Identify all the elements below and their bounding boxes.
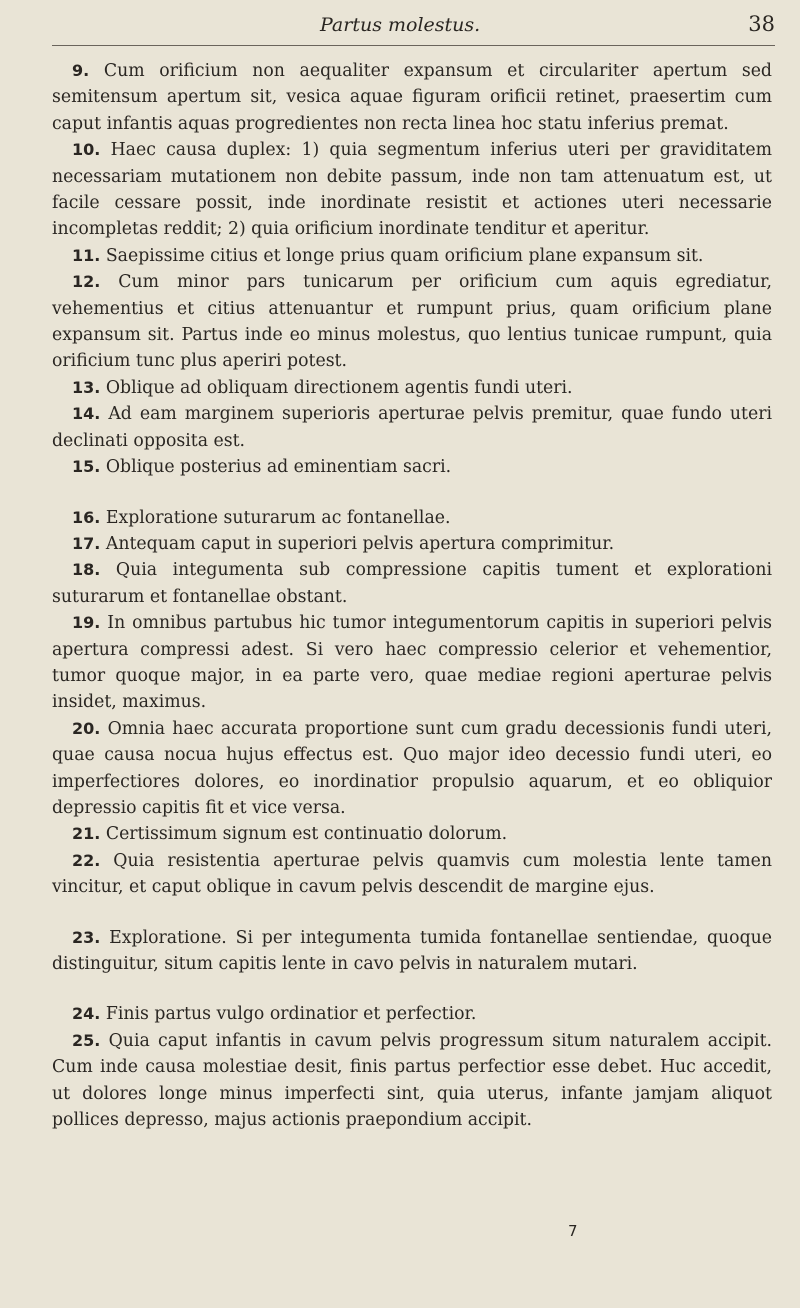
paragraph-20: 20. Omnia haec accurata proportione sunt cum gradu decessionis fundi uteri, quae causa nocua hujus effectus est. Quo major ideo decessio fundi uteri, eo imperfectiores dolores, eo inordinatior propulsio aquarum, et eo obliquior depressio capitis fit et vice versa. (52, 718, 772, 818)
paragraph-24: 24. Finis partus vulgo ordinatior et perfectior. (72, 1004, 477, 1025)
paragraph-14: 14. Ad eam marginem superioris aperturae pelvis premitur, quae fundo uteri declinati opposita est. (52, 404, 772, 451)
paragraph-16: 16. Exploratione suturarum ac fontanellae. (72, 507, 451, 528)
paragraph-21: 21. Certissimum signum est continuatio dolorum. (72, 824, 508, 845)
footer-signature-number: 7 (568, 1222, 578, 1240)
paragraph-19: 19. In omnibus partubus hic tumor integumentorum capitis in superiori pelvis apertura compressi adest. Si vero haec compressio celerior et vehementior, tumor quoque major, in ea parte vero, quae mediae regioni aperturae pelvis insidet, maximus. (52, 613, 773, 713)
page-header (0, 6, 800, 46)
paragraph-15: 15. Oblique posterius ad eminentiam sacri. (72, 457, 452, 478)
paragraph-23: 23. Exploratione. Si per integumenta tumida fontanellae sentiendae, quoque distinguitur, situm capitis lente in cavo pelvis in naturalem mutari. (52, 927, 772, 974)
paragraph-11: 11. Saepissime citius et longe prius quam orificium plane expansum sit. (72, 245, 704, 266)
paragraph-10: 10. Haec causa duplex: 1) quia segmentum inferius uteri per graviditatem necessariam mutationem non debite passum, inde non tam attenuatum est, ut facile cessare possit, inde inordinate resistit et actiones uteri necessarie incompletas reddit; 2) quia orificium inordinate tenditur et aperitur. (52, 140, 773, 240)
paragraph-12: 12. Cum minor pars tunicarum per orificium cum aquis egrediatur, vehementius et citius attenuantur et rumpunt prius, quam orificium plane expansum sit. Partus inde eo minus molestus, quo lentius tunicae rumpunt, quia orificium tunc plus aperiri potest. (52, 272, 772, 372)
header-rule (52, 45, 775, 46)
text-body (52, 58, 772, 1133)
paragraph-17: 17. Antequam caput in superiori pelvis apertura comprimitur. (72, 533, 615, 554)
paragraph-9: 9. Cum orificium non aequaliter expansum et circulariter apertum sed semitensum apertum sit, vesica aquae figuram orificii retinet, praesertim cum caput infantis aquas progredientes non recta linea hoc statu inferius premat. (52, 61, 772, 134)
running-title: Partus molestus. (320, 14, 481, 36)
page-number: 38 (748, 12, 775, 36)
paragraph-22: 22. Quia resistentia aperturae pelvis quamvis cum molestia lente tamen vincitur, et caput oblique in cavum pelvis descendit de margine ejus. (52, 850, 772, 898)
paragraph-18: 18. Quia integumenta sub compressione capitis tument et explorationi suturarum et fontanellae obstant. (52, 560, 772, 607)
paragraph-25: 25. Quia caput infantis in cavum pelvis progressum situm naturalem accipit. Cum inde causa molestiae desit, finis partus perfectior esse debet. Huc accedit, ut dolores longe minus imperfecti sint, quia uterus, infante jamjam aliquot pollices depresso, majus actionis praepondium accipit. (52, 1030, 773, 1131)
paragraph-13: 13. Oblique ad obliquam directionem agentis fundi uteri. (72, 377, 573, 398)
